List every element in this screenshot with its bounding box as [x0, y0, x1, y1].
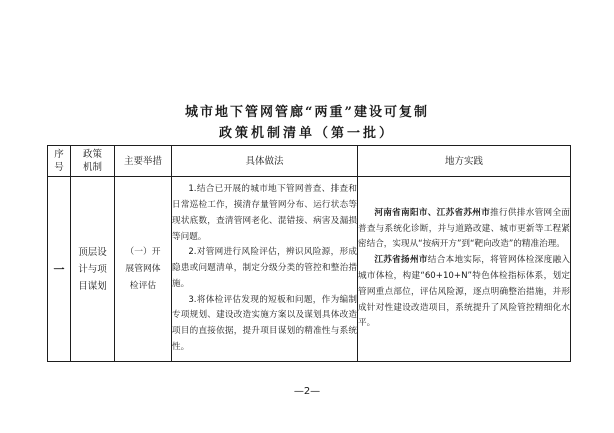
row-policy-line: 计与项 [78, 263, 107, 275]
row-local [358, 177, 571, 362]
local-practice-text: 推行供排水管网全面普查与系统化诊断，并与道路改建、城市更新等工程紧密结合，实现从“按病开方”到“靶向改造”的精准治理。 [358, 207, 570, 250]
table-header-row [48, 146, 571, 177]
place-name: 河南省南阳市 [374, 207, 428, 218]
header-measure: 主要举措 [115, 146, 172, 177]
header-policy-line: 政策 [82, 149, 102, 160]
row-measure [115, 177, 172, 362]
row-measure-line: 检评估 [129, 280, 157, 291]
local-practice-text: 结合本地实际，将管网体检深度融入城市体检，构建“60+10+N”特色体检指标体系，划定管网重点部位，评估风险源，逐点明确整治措施，并形成针对性建设改造项目，系统提升了风险管控精细化水平。 [358, 255, 570, 329]
header-practice: 具体做法 [172, 146, 358, 177]
table-row [48, 177, 571, 362]
row-seq: 一 [48, 177, 71, 362]
header-seq [48, 146, 71, 177]
document-title: 城市地下管网管廊“两重”建设可复制 [185, 105, 429, 120]
header-local: 地方实践 [358, 146, 571, 177]
header-policy-line: 机制 [82, 162, 102, 173]
row-measure-line: 展管网体 [125, 263, 161, 274]
practice-item: 1.结合已开展的城市地下管网普查、排查和日常巡检工作，摸清存量管网分布、运行状态等现状底数，查清管网老化、混错接、病害及漏损等问题。 [172, 184, 357, 242]
practice-item: 3.将体检评估发现的短板和问题，作为编制专项规划、建设改造实施方案以及谋划具体改造项目的直接依据，提升项目谋划的精准性与系统性。 [172, 294, 357, 353]
header-seq-line: 序 [54, 149, 64, 160]
place-name: 江苏省扬州市 [374, 255, 428, 266]
policy-table [47, 145, 571, 362]
row-practice [172, 177, 358, 362]
header-policy [71, 146, 115, 177]
local-practice-item [358, 206, 570, 253]
row-policy-line: 目谋划 [78, 280, 107, 292]
document-subtitle: 政策机制清单（第一批） [218, 126, 395, 141]
header-seq-line: 号 [54, 162, 64, 173]
place-separator: 、 [427, 207, 437, 218]
place-name: 江苏省苏州市 [436, 207, 491, 218]
local-practice-item [358, 253, 570, 332]
row-policy-line: 顶层设 [78, 246, 107, 258]
practice-item: 2.对管网进行风险评估，辨识风险源，形成隐患或问题清单，制定分级分类的管控和整治措施。 [172, 247, 357, 289]
page-number: —2— [293, 386, 321, 397]
row-policy [71, 177, 115, 362]
row-measure-line: （一）开 [125, 246, 161, 257]
